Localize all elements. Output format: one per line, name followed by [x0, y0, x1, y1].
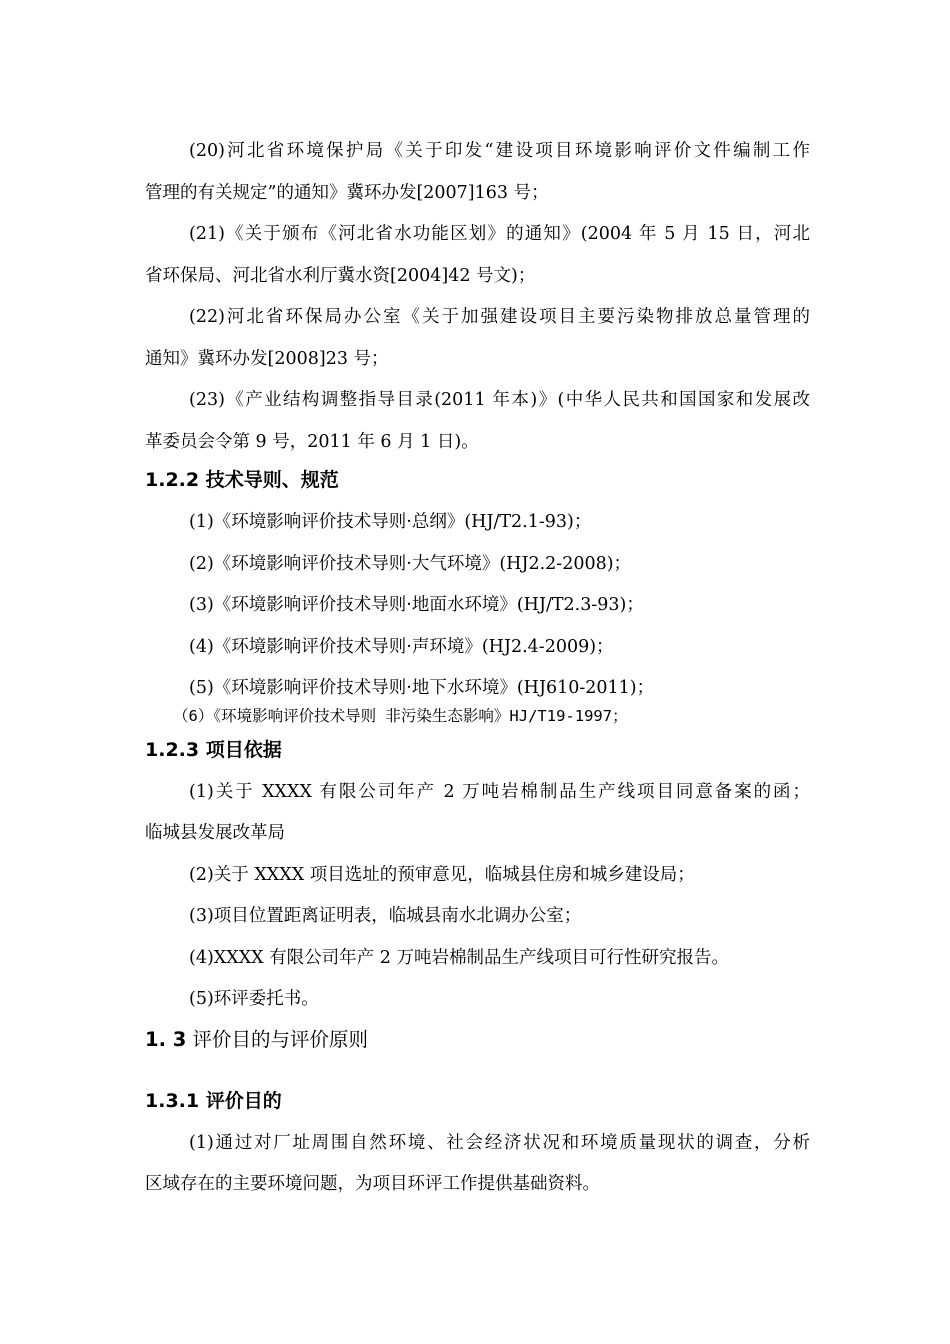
technical-guideline-3: (3)《环境影响评价技术导则·地面水环境》(HJ/T2.3-93)； — [189, 595, 644, 615]
project-basis-2: (2)关于 XXXX 项目选址的预审意见，临城县住房和城乡建设局； — [189, 865, 695, 885]
technical-guideline-6: （6）《环境影响评价技术导则 非污染生态影响》HJ/T19-1997； — [173, 707, 628, 725]
project-basis-5: (5)环评委托书。 — [189, 989, 319, 1009]
heading-1-3-number: 1. 3 — [145, 1028, 187, 1051]
paragraph-20-line-1: (20)河北省环境保护局《关于印发“建设项目环境影响评价文件编制工作 — [189, 141, 810, 161]
heading-1-2-2: 1.2.2 技术导则、规范 — [145, 469, 339, 491]
project-basis-1-line-1: (1)关于 XXXX 有限公司年产 2 万吨岩棉制品生产线项目同意备案的函； — [189, 782, 810, 802]
project-basis-1-line-2: 临城县发展改革局 — [145, 823, 285, 843]
project-basis-4: (4)XXXX 有限公司年产 2 万吨岩棉制品生产线项目可行性研究报告。 — [189, 948, 729, 968]
paragraph-21-line-1: (21)《关于颁布《河北省水功能区划》的通知》(2004 年 5 月 15 日，河北 — [189, 224, 810, 244]
evaluation-goal-1-line-1: (1)通过对厂址周围自然环境、社会经济状况和环境质量现状的调查，分析 — [189, 1133, 810, 1153]
paragraph-23-line-2: 革委员会令第 9 号，2011 年 6 月 1 日)。 — [145, 432, 479, 452]
heading-1-3-text: 评价目的与评价原则 — [192, 1028, 369, 1051]
paragraph-22-line-2: 通知》冀环办发[2008]23 号； — [145, 349, 389, 369]
technical-guideline-4: (4)《环境影响评价技术导则·声环境》(HJ2.4-2009)； — [189, 637, 614, 657]
technical-guideline-2: (2)《环境影响评价技术导则·大气环境》(HJ2.2-2008)； — [189, 554, 632, 574]
technical-guideline-5: (5)《环境影响评价技术导则·地下水环境》(HJ610-2011)； — [189, 678, 655, 698]
technical-guideline-1: (1)《环境影响评价技术导则·总纲》(HJ/T2.1-93)； — [189, 512, 592, 532]
paragraph-23-line-1: (23)《产业结构调整指导目录(2011 年本)》(中华人民共和国国家和发展改 — [189, 390, 810, 410]
paragraph-20-line-2: 管理的有关规定”的通知》冀环办发[2007]163 号； — [145, 183, 549, 203]
paragraph-21-line-2: 省环保局、河北省水利厅冀水资[2004]42 号文)； — [145, 266, 536, 286]
paragraph-22-line-1: (22)河北省环保局办公室《关于加强建设项目主要污染物排放总量管理的 — [189, 307, 810, 327]
heading-1-2-3: 1.2.3 项目依据 — [145, 739, 282, 761]
project-basis-3: (3)项目位置距离证明表，临城县南水北调办公室； — [189, 906, 582, 926]
evaluation-goal-1-line-2: 区域存在的主要环境问题，为项目环评工作提供基础资料。 — [145, 1174, 600, 1194]
heading-1-3 — [145, 1027, 368, 1053]
heading-1-3-1: 1.3.1 评价目的 — [145, 1090, 282, 1112]
